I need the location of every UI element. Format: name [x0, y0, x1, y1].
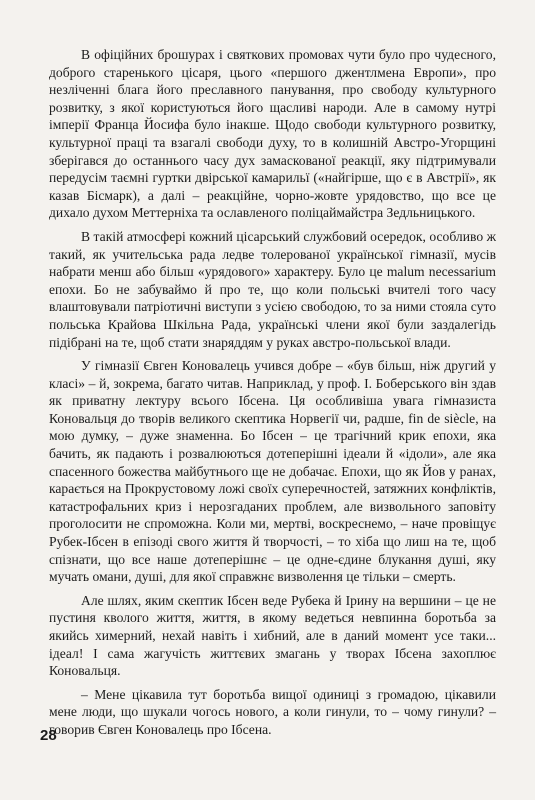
paragraph-2: В такій атмосфері кожний цісарський службовий осередок, особливо ж такий, як учительська рада ледве толерованої української гімназії, мусів набрати менш або більш «урядового» характеру. Було це malum necessarium епохи. Бо не забуваймо й про те, що коли польські вчителі того часу влаштовували патріотичні виступи з усією свободою, то за ними стояла суто польська Крайова Шкільна Рада, українські члени якої були заздалегідь підібрані на те, щоб стати знаряддям у руках австро-польської влади.	[49, 228, 496, 350]
paragraph-5: – Мене цікавила тут боротьба вищої одиниці з громадою, цікавили мене люди, що шукали чогось нового, а коли гинули, то – чому гинули? – говорив Євген Коновалець про Ібсена.	[49, 686, 496, 737]
paragraph-3: У гімназії Євген Коновалець учився добре – «був більш, ніж другий у класі» – й, зокрема, багато читав. Наприклад, у проф. І. Боберського він здав як приватну лектуру всього Ібсена. Ця особливіша увага гімназиста Коновальця до творів великого скептика Норвегії чи, радше, fin de siècle, на мою думку, – дуже знаменна. Бо Ібсен – це трагічний крик епохи, яка бачить, як падають і розвалюються дотеперішні ідеали й «ідоли», але яка спасенного божества майбутнього ще не добачає. Епохи, що як Йов у ранах, карається на Прокрустовому ложі своїх суперечностей, затяжних конфліктів, катастрофальних криз і нерозгаданих проблем, але визвольного заповіту проголосити не спроможна. Коли ми, мертві, воскреснемо, – наче провіщує Рубек-Ібсен в епізоді свого життя й творчості, – то хіба що лиш на те, щоб спізнати, що все наше дотеперішнє – це одне-єдине блукання душі, яку мучать омани, душі, для якої справжнє визволення це тільки – смерть.	[49, 358, 496, 585]
body-text	[49, 46, 496, 739]
page-number: 28	[40, 727, 57, 744]
paragraph-1: В офіційних брошурах і святкових промовах чути було про чудесного, доброго старенького цісаря, цього «першого джентлмена Европи», про незліченні блага його преславного панування, про свободу культурного розвитку, з якої користуються його щасливі народи. Але в самому нутрі імперії Франца Йосифа було інакше. Щодо свободи культурного розвитку, культурної праці та взагалі свободи духу, то в колишній Австро-Угорщині зберігався до останнього часу дух замаскованої реакції, яку підтримували передусім таємні гуртки двірської камарильї («найгірше, що є в Австрії», як казав Бісмарк), а далі – реакційне, чорно-жовте урядовство, що все це дихало духом Меттерніха та ославленого поліцаймайстра Зедльницького.	[49, 47, 496, 221]
paragraph-4: Але шлях, яким скептик Ібсен веде Рубека й Ірину на вершини – це не пустиня кволого життя, життя, в якому ведеться невпинна боротьба за якийсь химерний, нехай навіть і хибний, але в даний момент усе таки... ідеал! І сама жагучість життєвих змагань у творах Ібсена захоплює Коновальця.	[49, 592, 496, 679]
